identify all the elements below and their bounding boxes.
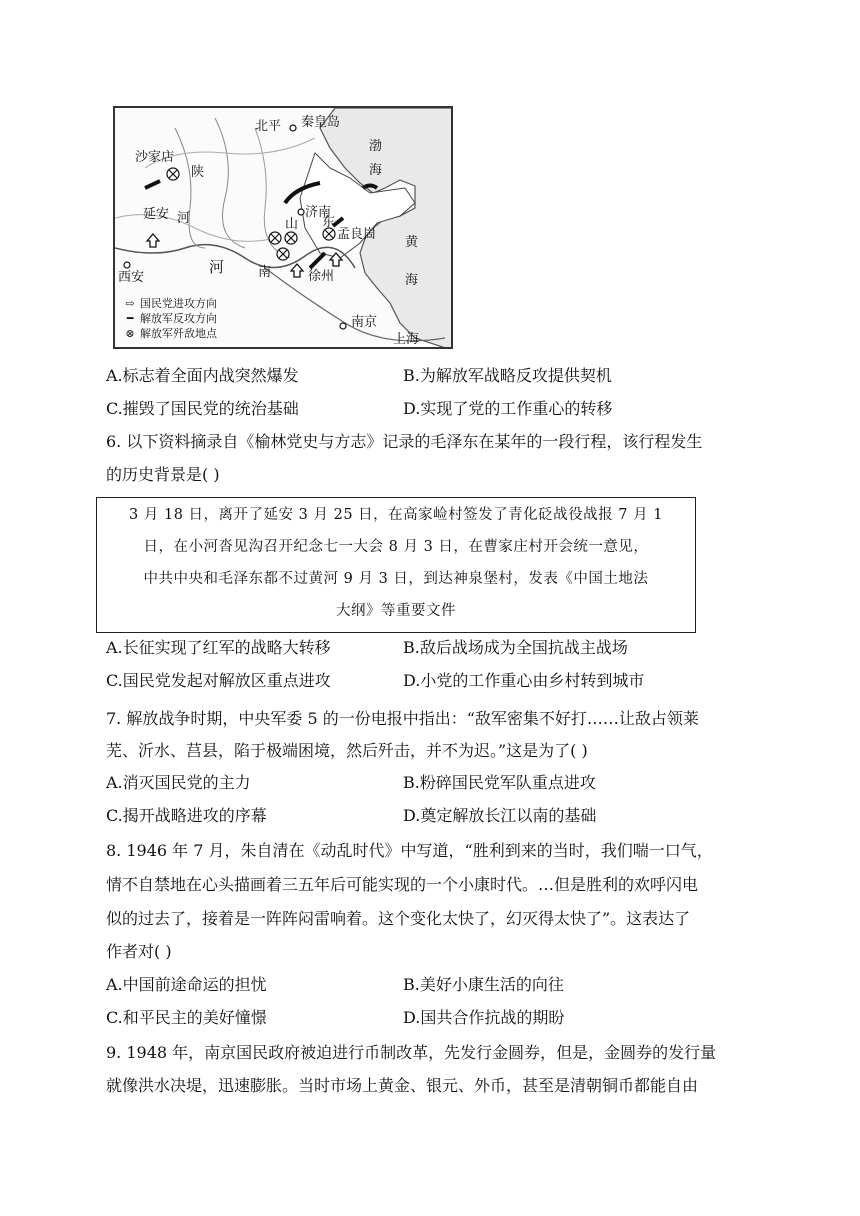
place-shajiadian: 沙家店 — [135, 150, 175, 165]
pla-counterattack-arrow — [310, 253, 325, 268]
q6-option-c: C.国民党发起对解放区重点进攻 — [106, 671, 331, 690]
q6-option-d: D.小党的工作重心由乡村转到城市 — [403, 671, 645, 690]
q6-material-box — [96, 497, 696, 633]
q7-option-a: A.消灭国民党的主力 — [106, 773, 251, 792]
q6-stem-line1: 6. 以下资料摘录自《榆林党史与方志》记录的毛泽东在某年的一段行程，该行程发生 — [106, 432, 703, 451]
q5-option-b: B.为解放军战略反攻提供契机 — [403, 366, 612, 385]
legend-kmt: 国民党进攻方向 — [140, 297, 217, 310]
region-shan: 陕 — [191, 165, 205, 180]
region-bo2: 海 — [369, 163, 383, 178]
region-shan2: 山 — [285, 217, 299, 232]
arrow-icon: ⇨ — [125, 297, 135, 310]
q9-stem-line1: 9. 1948 年，南京国民政府被迫进行币制改革，先发行金圆券，但是，金圆券的发行量 — [106, 1043, 717, 1062]
region-bo1: 渤 — [369, 139, 383, 154]
q8-stem-line2: 情不自禁地在心头描画着三五年后可能实现的一个小康时代。…但是胜利的欢呼闪电 — [106, 875, 699, 894]
q5-option-d: D.实现了党的工作重心的转移 — [403, 399, 613, 418]
region-nan: 南 — [258, 265, 272, 280]
q9-stem-line2: 就像洪水决堤，迅速膨胀。当时市场上黄金、银元、外币，甚至是清朝铜币都能自由 — [106, 1076, 699, 1095]
legend-victory: 解放军歼敌地点 — [140, 327, 217, 340]
place-yanan: 延安 — [143, 207, 170, 222]
place-xian: 西安 — [118, 270, 145, 285]
place-beiping: 北平 — [255, 119, 282, 134]
legend-pla: 解放军反攻方向 — [140, 312, 217, 325]
box-line-1: 3 月 18 日，离开了延安 3 月 25 日，在高家崄村签发了青化砭战役战报 7 月 1 — [129, 507, 663, 523]
q8-option-c: C.和平民主的美好憧憬 — [106, 1008, 267, 1027]
box-line-3: 中共中央和毛泽东都不过黄河 9 月 3 日，到达神泉堡村，发表《中国土地法 — [143, 571, 649, 587]
q5-option-a: A.标志着全面内战突然爆发 — [106, 366, 299, 385]
cross-circle-icon: ⊗ — [125, 327, 135, 340]
river-line — [215, 118, 245, 248]
region-huang1: 黄 — [405, 235, 419, 250]
place-qinhuangdao: 秦皇岛 — [301, 115, 341, 130]
region-he-left: 河 — [177, 211, 191, 226]
q8-option-a: A.中国前途命运的担忧 — [106, 975, 267, 994]
box-line-4: 大纲》等重要文件 — [336, 603, 456, 619]
boundary-line — [115, 215, 275, 242]
region-river: 河 — [209, 258, 225, 276]
q6-option-a: A.长征实现了红军的战略大转移 — [106, 638, 331, 657]
q8-stem-line1: 8. 1946 年 7 月，朱自清在《动乱时代》中写道，“胜利到来的当时，我们喘一口气， — [106, 841, 713, 860]
place-jinan: 济南 — [305, 205, 332, 220]
pla-counterattack-arrow — [145, 181, 160, 188]
place-shanghai: 上海 — [393, 332, 420, 347]
q5-option-c: C.摧毁了国民党的统治基础 — [106, 399, 299, 418]
q6-stem-line2: 的历史背景是( ) — [106, 465, 220, 484]
q7-stem-line2: 芜、沂水、莒县，陷于极端困境，然后歼击，并不为迟。”这是为了( ) — [106, 741, 588, 760]
q8-stem-line4: 作者对( ) — [106, 942, 172, 961]
place-menglianggu: 孟良崮 — [337, 227, 377, 242]
q7-option-d: D.奠定解放长江以南的基础 — [403, 806, 597, 825]
historical-map — [113, 106, 453, 349]
thick-line-icon: ━ — [126, 312, 134, 325]
place-xuzhou: 徐州 — [308, 269, 335, 284]
map-legend — [120, 296, 217, 341]
q8-stem-line3: 似的过去了，接着是一阵阵闷雷响着。这个变化太快了，幻灭得太快了”。这表达了 — [106, 909, 691, 928]
q7-option-b: B.粉碎国民党军队重点进攻 — [403, 773, 596, 792]
q6-option-b: B.敌后战场成为全国抗战主战场 — [403, 638, 628, 657]
q8-option-b: B.美好小康生活的向往 — [403, 975, 564, 994]
q7-option-c: C.揭开战略进攻的序幕 — [106, 806, 267, 825]
place-nanjing: 南京 — [351, 315, 378, 330]
q7-stem-line1: 7. 解放战争时期，中央军委 5 的一份电报中指出：“敌军密集不好打……让敌占领莱 — [106, 709, 699, 728]
river-line — [175, 128, 205, 248]
region-dong: 东 — [322, 215, 336, 230]
box-line-2: 日，在小河沓见沟召开纪念七一大会 8 月 3 日，在曹家庄村开会统一意见， — [143, 539, 649, 555]
region-huang2: 海 — [405, 273, 419, 288]
q8-option-d: D.国共合作抗战的期盼 — [403, 1008, 565, 1027]
